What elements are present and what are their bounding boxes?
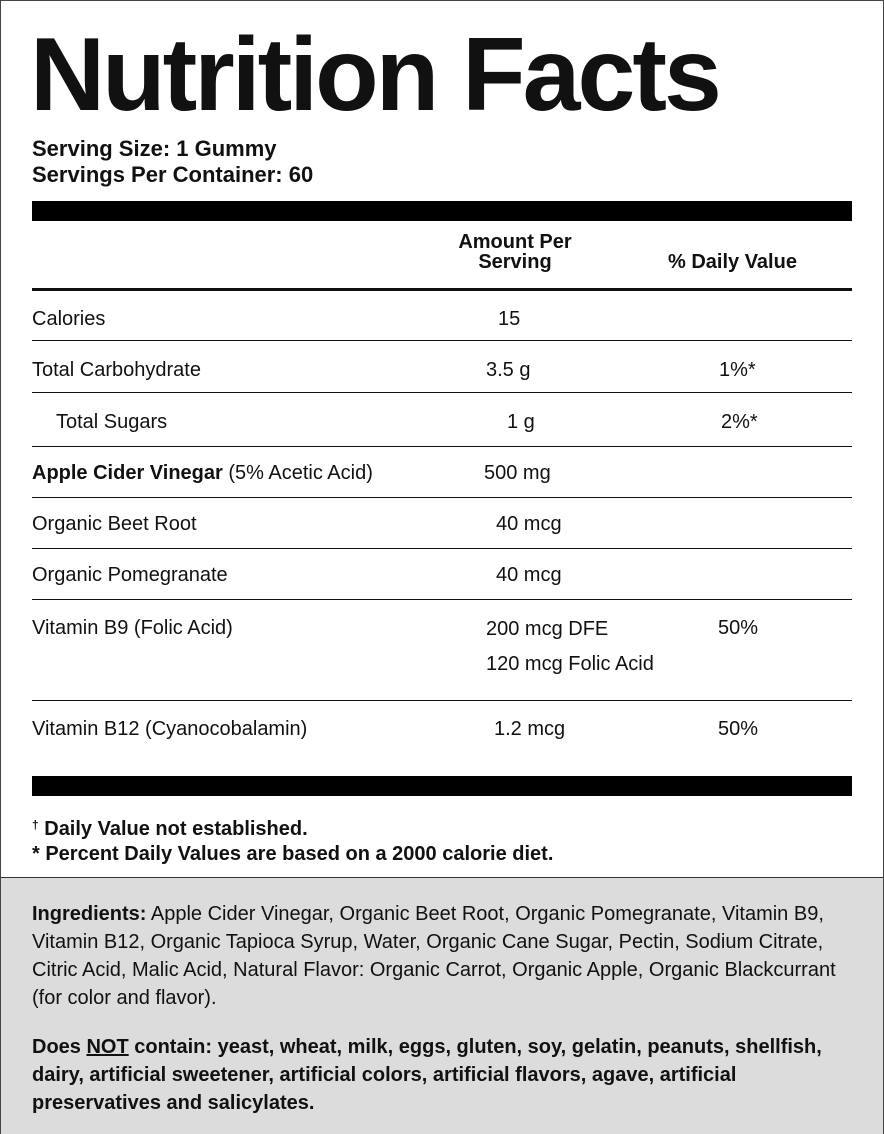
amount-header-line2: Serving [478, 251, 552, 273]
allergen-prefix: Does [32, 1036, 87, 1058]
top-thick-bar [32, 201, 852, 221]
allergen-statement [32, 1033, 842, 1117]
servings-per-container: Servings Per Container: 60 [32, 162, 314, 187]
row-dv-total-carbohydrate: 1%* [719, 359, 756, 381]
ingredients-list: Apple Cider Vinegar, Organic Beet Root, Organic Pomegranate, Vitamin B9, Vitamin B12, Organic Tapioca Syrup, Water, Organic Cane Sugar, Pectin, Sodium Citrate, Citric Acid, Malic Acid, Natural Flavor: Organic Carrot, Organic Apple, Organic Blackcurrant (for color and flavor). [32, 903, 836, 1009]
row-divider [32, 497, 852, 498]
bottom-thick-bar [32, 776, 852, 796]
row-divider [32, 700, 852, 701]
row-amount-vitamin-b9-dfe: 200 mcg DFE [486, 618, 609, 640]
row-name-vitamin-b9: Vitamin B9 (Folic Acid) [32, 617, 233, 639]
row-dv-vitamin-b12: 50% [718, 718, 759, 740]
row-name-vitamin-b12: Vitamin B12 (Cyanocobalamin) [32, 718, 308, 740]
daily-value-header: % Daily Value [668, 251, 797, 273]
amount-per-serving-header [440, 232, 590, 272]
row-dv-vitamin-b9: 50% [718, 617, 759, 639]
amount-header-line1: Amount Per [458, 231, 572, 253]
row-name-organic-pomegranate: Organic Pomegranate [32, 564, 228, 586]
row-name-apple-cider-vinegar [32, 461, 373, 485]
row-divider [32, 599, 852, 600]
row-divider [32, 340, 852, 341]
row-name-total-carbohydrate: Total Carbohydrate [32, 359, 201, 381]
ingredients-label: Ingredients: [32, 903, 147, 925]
header-rule [32, 288, 852, 291]
dagger-text: Daily Value not established. [38, 818, 308, 840]
row-name-calories: Calories [32, 308, 106, 330]
footnote-percent-daily-values: * Percent Daily Values are based on a 2000 calorie diet. [32, 843, 554, 865]
row-divider [32, 548, 852, 549]
acv-bold-name: Apple Cider Vinegar [32, 462, 223, 484]
row-amount-calories: 15 [498, 308, 521, 330]
row-amount-vitamin-b9-folic: 120 mcg Folic Acid [486, 653, 654, 675]
panel-title: Nutrition Facts [30, 17, 719, 133]
row-name-total-sugars: Total Sugars [56, 411, 168, 433]
acv-qualifier: (5% Acetic Acid) [222, 462, 373, 484]
row-amount-vitamin-b12: 1.2 mcg [494, 718, 566, 740]
footnote-dagger [32, 813, 308, 841]
row-name-organic-beet-root: Organic Beet Root [32, 513, 197, 535]
row-amount-organic-pomegranate: 40 mcg [496, 564, 562, 586]
row-amount-organic-beet-root: 40 mcg [496, 513, 562, 535]
row-amount-total-sugars: 1 g [507, 411, 535, 433]
ingredients-paragraph [32, 900, 842, 1012]
row-divider [32, 392, 852, 393]
row-amount-total-carbohydrate: 3.5 g [486, 359, 531, 381]
serving-size: Serving Size: 1 Gummy [32, 136, 277, 161]
row-dv-total-sugars: 2%* [721, 411, 758, 433]
row-divider [32, 446, 852, 447]
dagger-symbol: † [32, 818, 39, 832]
allergen-not-word: NOT [86, 1036, 129, 1058]
row-amount-apple-cider-vinegar: 500 mg [484, 462, 551, 484]
allergen-list: contain: yeast, wheat, milk, eggs, gluten, soy, gelatin, peanuts, shellfish, dairy, artificial sweetener, artificial colors, artificial flavors, agave, artificial preservatives and salicylates. [32, 1036, 822, 1114]
